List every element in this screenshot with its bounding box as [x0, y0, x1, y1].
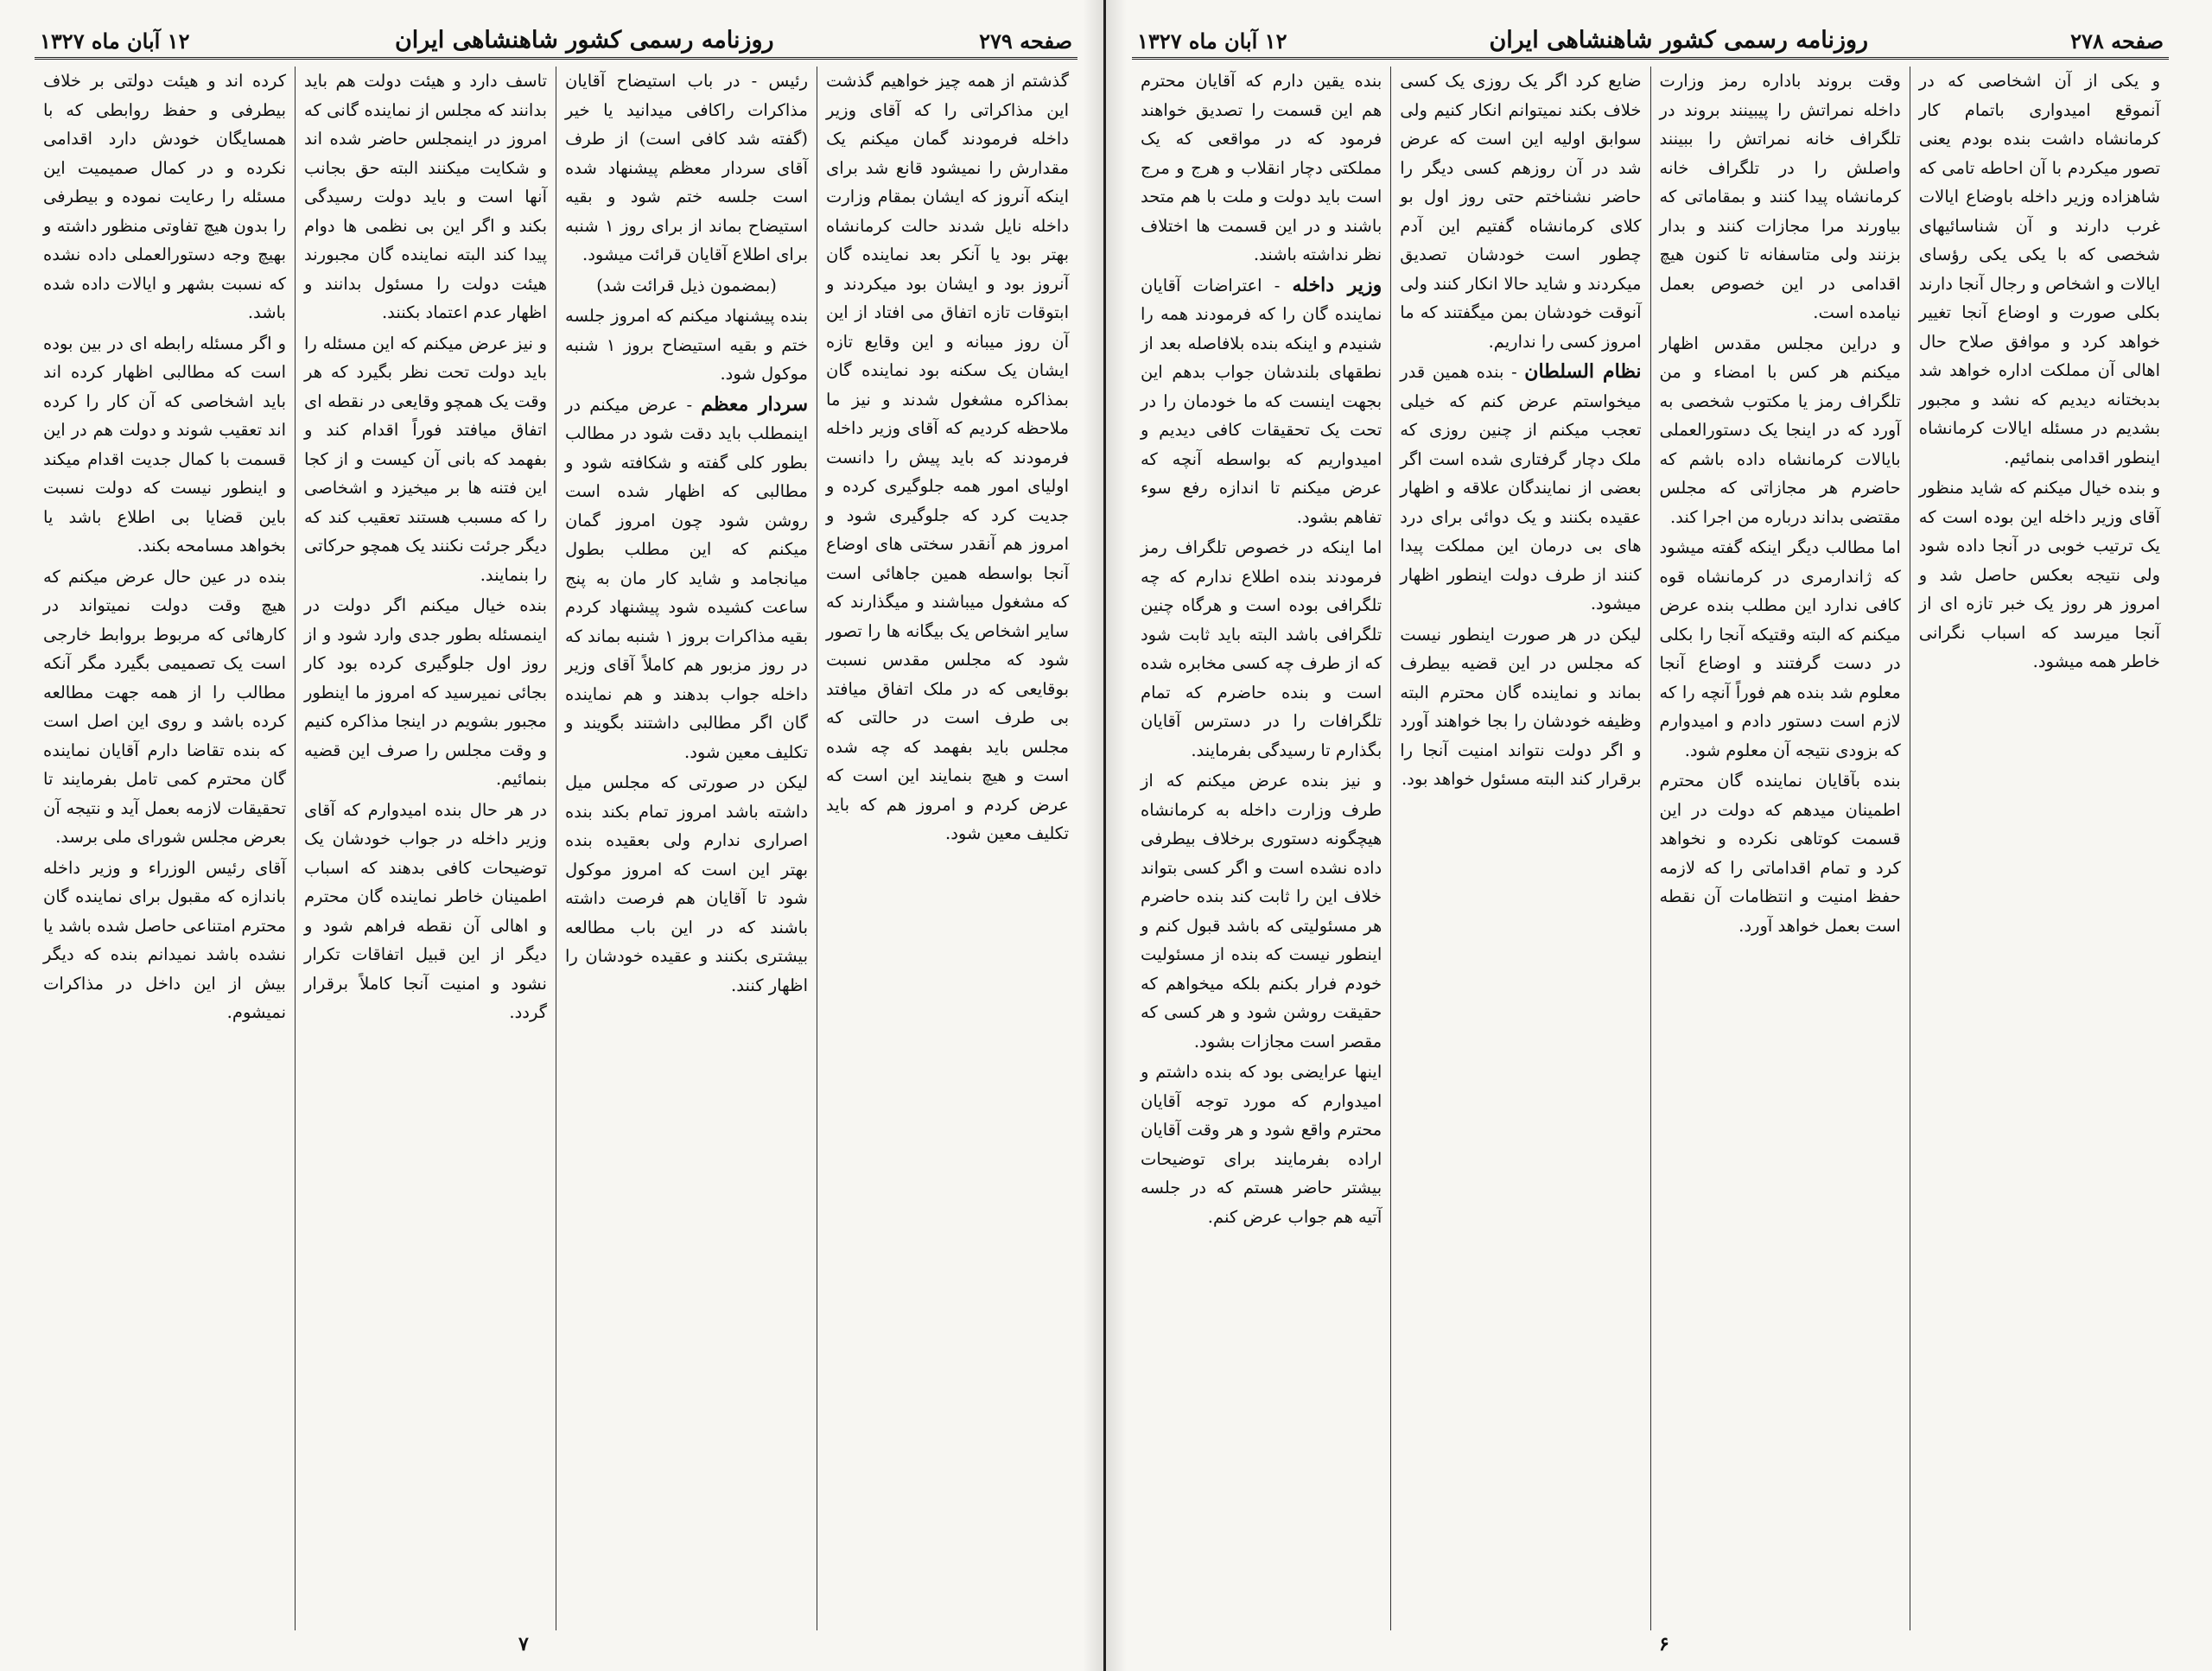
centered-note: (بمضمون ذیل قرائت شد) [596, 275, 777, 295]
text-column [556, 67, 817, 1630]
right-page [1106, 0, 2212, 1671]
gutter-shadow [1106, 0, 1127, 1671]
page-number-label: صفحه ۲۷۸ [2070, 29, 2164, 54]
paragraph: در هر حال بنده امیدوارم که آقای وزیر داخله در جواب خودشان یک توضیحات کافی بدهند که اسباب اطمینان خاطر نماینده گان محترم و اهالی آن نقطه فراهم شود و دیگر از این قبیل اتفاقات تکرار نشود و امنیت آنجا کاملاً برقرار گردد. [304, 799, 547, 1022]
page-header [1132, 16, 2169, 60]
article-columns [35, 67, 1077, 1630]
paragraph: بنده پیشنهاد میکنم که امروز جلسه ختم و بقیه استیضاح بروز ۱ شنبه موکول شود. [565, 306, 808, 384]
text-column [817, 67, 1077, 1630]
issue-date: ۱۲ آبان ماه ۱۳۲۷ [40, 29, 190, 54]
page-header [35, 16, 1077, 60]
paragraph: اینها عرایضی بود که بنده داشتم و امیدوارم که مورد توجه آقایان محترم واقع شود و هر وقت آقایان اراده بفرمایند برای توضیحات بیشتر حاضر هستم که در جلسه آتیه هم جواب عرض کنم. [1141, 1062, 1382, 1227]
text-column [1910, 67, 2169, 1630]
footer-page-number: ۶ [1659, 1633, 1669, 1655]
speaker-name: وزیر داخله [1292, 273, 1382, 296]
paragraph: آقای رئیس الوزراء و وزیر داخله باندازه که مقبول برای نماینده گان محترم امتناعی حاصل شده باشد یا نشده باشد نمیدانم بنده که دیگر بیش از این داخل در مذاکرات نمیشوم. [43, 857, 286, 1022]
page-number-label: صفحه ۲۷۹ [979, 29, 1072, 54]
speaker-name: سردار معظم [701, 392, 808, 416]
speaker-paragraph [565, 391, 808, 767]
paragraph: و بنده خیال میکنم که شاید منظور آقای وزیر داخله این بوده است که یک ترتیب خوبی در آنجا داده شود ولی نتیجه بعکس حاصل شد و امروز هر روز یک خبر تازه ای از آنجا میرسد که اسباب نگرانی خاطر همه میشود. [1918, 478, 2160, 671]
text-column [1651, 67, 1910, 1630]
paragraph: ضایع کرد اگر یک روزی یک کسی خلاف بکند نمیتوانم انکار کنیم ولی سوابق اولیه این است که عرض شد در آن روزهم کسی دیگر را حاضر نشناختم حتی روز اول بو کلای کرمانشاه گفتیم این آدم چطور است خودشان تصدیق میکردند و شاید حالا انکار کنند ولی آنوقت خودشان بمن میگفتند که ما امروز کسی را نداریم. [1400, 71, 1642, 352]
paragraph: تاسف دارد و هیئت دولت هم باید بدانند که مجلس از نماینده گانی که امروز در اینمجلس حاضر شده اند و شکایت میکنند البته حق بجانب آنها است و باید دولت رسیدگی بکند و اگر این بی نظمی ها دوام پیدا کند البته نماینده گان مجبورند هیئت دولت را مسئول بدانند و اظهار عدم اعتماد بکنند. [304, 71, 547, 322]
speech-text: - بنده همین قدر میخواستم عرض کنم که خیلی تعجب میکنم از چنین روزی که ملک دچار گرفتاری شده است اگر بعضی از نمایندگان علاقه و اظهار عقیده بکنند و یک دوائی برای درد های بی درمان این مملکت پیدا کنند از طرف دولت اینطور اظهار میشود. [1400, 362, 1642, 613]
footer-page-number: ۷ [518, 1633, 529, 1655]
paragraph: وقت بروند باداره رمز وزارت داخله نمراتش را پیبینند بروند در تلگراف خانه نمراتش را ببینند واصلش را در تلگراف خانه کرمانشاه پیدا کنند و بمقاماتی که بیاورند مرا مجازات کنند و بدار بزنند ولی متاسفانه تا کنون هیچ اقدامی در این خصوص بعمل نیامده است. [1659, 71, 1901, 322]
paragraph: و نیز بنده عرض میکنم که از طرف وزارت داخله به کرمانشاه هیچگونه دستوری برخلاف بیطرفی داده نشده است و اگر کسی بتواند خلاف این را ثابت کند بنده حاضرم هر مسئولیتی که باشد قبول کنم و اینطور نیست که بنده از مسئولیت خودم فرار بکنم بلکه میخواهم که حقیقت روشن شود و هر کسی که مقصر است مجازات بشود. [1141, 771, 1382, 1052]
text-column [296, 67, 556, 1630]
gutter-shadow [1083, 0, 1103, 1671]
paragraph: اما اینکه در خصوص تلگراف رمز فرمودند بنده اطلاع ندارم که چه تلگرافی بوده است و هرگاه چنین تلگرافی باشد البته باید ثابت شود که از طرف چه کسی مخابره شده است و بنده حاضرم که تمام تلگرافات را در دسترس آقایان بگذارم تا رسیدگی بفرمایند. [1141, 537, 1382, 760]
speaker-name: نظام السلطان [1524, 360, 1642, 383]
newspaper-title: روزنامه رسمی کشور شاهنشاهی ایران [394, 27, 774, 54]
text-column [1391, 67, 1650, 1630]
speaker-paragraph [1141, 271, 1382, 532]
paragraph: و یکی از آن اشخاصی که در آنموقع امیدواری باتمام کار کرمانشاه داشت بنده بودم یعنی تصور میکردم با آن احاطه تامی که شاهزاده وزیر داخله باوضاع ایالات غرب دارند و آن شناسائیهای شخصی که با یکی یکی رؤسای ایالات و اشخاص و رجال آنجا دارند بکلی صورت و اوضاع آنجا تغییر خواهد کرد و موافق صلاح حال اهالی آن مملکت اداره خواهد شد بدبختانه دیدیم که نشد و مجبور بشدیم در مسئله ایالات کرمانشاه اینطور اقدامی بنمائیم. [1918, 71, 2160, 467]
speech-text: - اعتراضات آقایان نماینده گان را که فرمودند همه را شنیدم و اینکه بنده بلافاصله بعد از نطقهای بلندشان جواب بدهم این بجهت اینست که ما خودمان را در تحت یک تحقیقات کافی دیدیم و امیدواریم که بواسطه آنچه که عرض میکنم تا اندازه رفع سوء تفاهم بشود. [1141, 275, 1382, 527]
paragraph: لیکن در هر صورت اینطور نیست که مجلس در این قضیه بیطرف بماند و نماینده گان محترم البته وظیفه خودشان را بجا خواهند آورد و اگر دولت نتواند امنیت آنجا را برقرار کند البته مسئول خواهد بود. [1400, 624, 1642, 789]
text-column [35, 67, 296, 1630]
paragraph: کرده اند و هیئت دولتی بر خلاف بیطرفی و حفظ روابطی که با همسایگان خودش دارد اقدامی نکرده و در کمال صمیمیت این مسئله را رعایت نموده و بیطرفی را بدون هیچ تفاوتی منظور داشته و بهیچ وجه دستورالعملی داده نشده که نسبت بشهر و ایالات داده شده باشد. [43, 71, 286, 322]
text-column [1132, 67, 1391, 1630]
paragraph: بنده بآقایان نماینده گان محترم اطمینان میدهم که دولت در این قسمت کوتاهی نکرده و نخواهد کرد و تمام اقداماتی را که لازمه حفظ امنیت و انتظامات آن نقطه است بعمل خواهد آورد. [1659, 771, 1901, 936]
paragraph: لیکن در صورتی که مجلس میل داشته باشد امروز تمام بکند بنده اصراری ندارم ولی بعقیده بنده بهتر این است که امروز موکول شود تا آقایان هم فرصت داشته باشند که در این باب مطالعه بیشتری بکنند و عقیده خودشان را اظهار کنند. [565, 772, 808, 995]
paragraph: رئیس - در باب استیضاح آقایان مذاکرات راکافی میدانید یا خیر (گفته شد کافی است) از طرف آقای سردار معظم پیشنهاد شده است جلسه ختم شود و بقیه استیضاح بماند از برای روز ۱ شنبه برای اطلاع آقایان قرائت میشود. [565, 71, 809, 264]
issue-date: ۱۲ آبان ماه ۱۳۲۷ [1137, 29, 1287, 54]
paragraph: و دراین مجلس مقدس اظهار میکنم هر کس با امضاء و من تلگراف رمز یا مکتوب شخصی به آورد که در اینجا یک دستورالعملی بایالات کرمانشاه داده باشم که حاضرم هر مجازاتی که مجلس مقتضی بداند درباره من اجرا کند. [1659, 333, 1901, 527]
paragraph: بنده یقین دارم که آقایان محترم هم این قسمت را تصدیق خواهند فرمود که در مواقعی که یک مملکتی دچار انقلاب و هرج و مرج است باید دولت و ملت با هم متحد باشند و در این قسمت ها اختلاف نظر نداشته باشند. [1141, 71, 1382, 264]
paragraph: گذشتم از همه چیز خواهیم گذشت این مذاکراتی را که آقای وزیر داخله فرمودند گمان میکنم یک مقدارش را نمیشود قانع شد برای اینکه آنروز که ایشان بمقام وزارت داخله نایل شدند حالت کرمانشاه بهتر بود یا آنکر بعد نماینده گان آنروز بود و ایشان بود میکردند و ابتوقات تازه اتفاق می افتاد از این آن روز میبانه و این وقایع تازه ایشان یک سکنه بود نماینده گان بمذاکره مشغول شدند و نیز ما ملاحظه کردیم که آقای وزیر داخله فرمودند که باید پیش را دانست اولیای امور همه جلوگیری کرده و جدیت کرد که جلوگیری شود و امروز هم آنقدر سختی های اوضاع آنجا بواسطه همین جاهائی است که مشغول میباشند و میگذارند که سایر اشخاص یک بیگانه ها را تصور شود که مجلس مقدس نسبت بوقایعی که در ملک اتفاق میافتد بی طرف است در حالتی که مجلس باید بفهمد که چه شده است و هیچ بنمایند این است که عرض کردم و امروز هم که باید تکلیف معین شود. [826, 71, 1069, 843]
speaker-paragraph [1400, 358, 1641, 619]
speech-text: - عرض میکنم در اینمطلب باید دقت شود در مطالب بطور کلی گفته و شکافته شود و مطالبی که اظهار شده است روشن شود چون امروز گمان میکنم که این مطلب بطول میانجامد و شاید کار مان به پنج ساعت کشیده شود پیشنهاد کردم بقیه مذاکرات بروز ۱ شنبه بماند که در روز مزبور هم کاملاً آقای وزیر داخله جواب بدهند و هم نماینده گان اگر مطالبی داشتند بگویند و تکلیف معین شود. [565, 394, 808, 762]
paragraph: بنده خیال میکنم اگر دولت در اینمسئله بطور جدی وارد شود و از روز اول جلوگیری کرده بود کار بجائی نمیرسید که امروز ما اینطور مجبور بشویم در اینجا مذاکره کنیم و وقت مجلس را صرف این قضیه بنمائیم. [304, 595, 547, 789]
article-columns [1132, 67, 2169, 1630]
paragraph: اما مطالب دیگر اینکه گفته میشود که ژاندارمری در کرمانشاه قوه کافی ندارد این مطلب بنده عرض میکنم که البته وقتیکه آنجا را بکلی در دست گرفتند و اوضاع آنجا معلوم شد بنده هم فوراً آنچه را که لازم است دستور دادم و امیدوارم که بزودی نتیجه آن معلوم شود. [1659, 537, 1901, 760]
newspaper-title: روزنامه رسمی کشور شاهنشاهی ایران [1489, 27, 1869, 54]
paragraph: بنده در عین حال عرض میکنم که هیچ وقت دولت نمیتواند در کارهائی که مربوط بروابط خارجی است یک تصمیمی بگیرد مگر آنکه مطالب را از همه جهت مطالعه کرده باشد و روی این اصل است که بنده تقاضا دارم آقایان نماینده گان محترم کمی تامل بفرمایند تا تحقیقات لازمه بعمل آید و نتیجه آن بعرض مجلس شورای ملی برسد. [43, 566, 286, 847]
paragraph: و نیز عرض میکنم که این مسئله را باید دولت تحت نظر بگیرد که هر وقت یک همچو وقایعی در نقطه ای اتفاق میافتد فوراً اقدام کند و بفهمد که بانی آن کیست و از کجا این فتنه ها بر میخیزد و اشخاصی را که مسبب هستند تعقیب کند که دیگر جرئت نکنند یک همچو حرکاتی را بنمایند. [304, 333, 547, 585]
paragraph: و اگر مسئله رابطه ای در بین بوده است که مطالبی اظهار کرده اند باید اشخاصی که آن کار را کرده اند تعقیب شوند و دولت هم در این قسمت با کمال جدیت اقدام میکند و اینطور نیست که دولت نسبت باین قضایا بی اطلاع باشد یا بخواهد مسامحه بکند. [43, 333, 286, 556]
